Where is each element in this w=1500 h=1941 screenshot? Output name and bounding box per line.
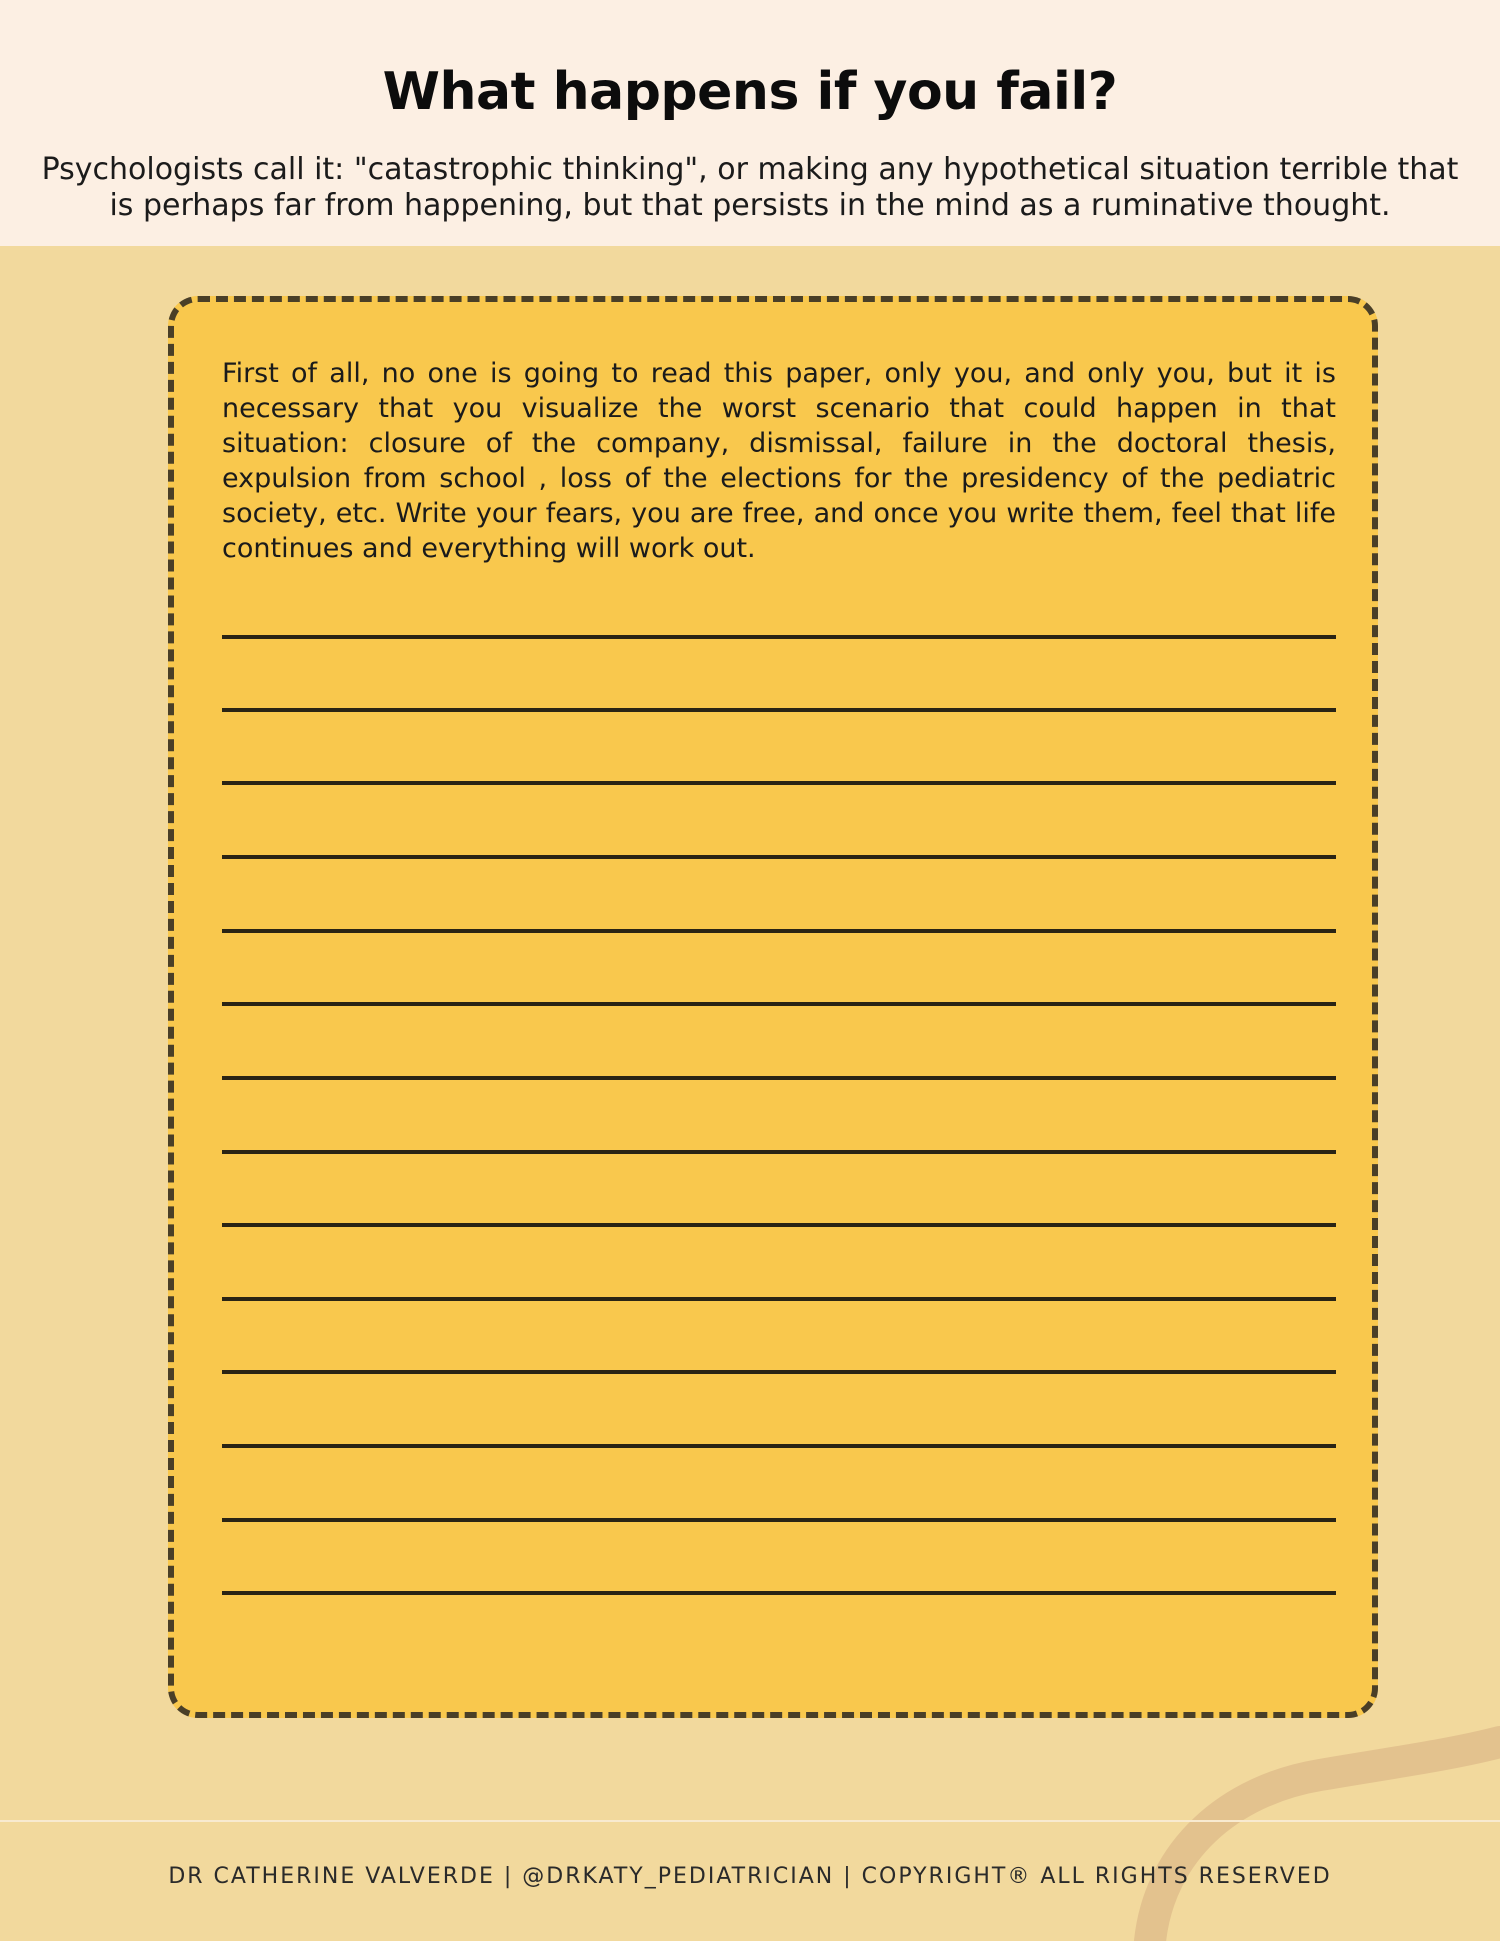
footer-credit: DR CATHERINE VALVERDE | @DRKATY_PEDIATRICIAN | COPYRIGHT® ALL RIGHTS RESERVED	[168, 1864, 1332, 1889]
writing-line[interactable]	[222, 1518, 1336, 1522]
writing-card	[168, 296, 1378, 1718]
writing-line[interactable]	[222, 1002, 1336, 1006]
page-title: What happens if you fail?	[382, 62, 1118, 122]
writing-line[interactable]	[222, 708, 1336, 712]
writing-line[interactable]	[222, 781, 1336, 785]
writing-line[interactable]	[222, 1150, 1336, 1154]
writing-line[interactable]	[222, 1076, 1336, 1080]
header-band	[0, 0, 1500, 246]
footer-divider	[0, 1820, 1500, 1822]
writing-line[interactable]	[222, 1591, 1336, 1595]
card-prompt: First of all, no one is going to read this paper, only you, and only you, but it is necessary that you visualize the worst scenario that could happen in that situation: closure of the company, dismissal, failure in the doctoral thesis, expulsion from school , loss of the elections for the presidency of the pediatric society, etc. Write your fears, you are free, and once you write them, feel that life continues and everything will work out.	[222, 358, 1336, 564]
writing-line[interactable]	[222, 1223, 1336, 1227]
writing-line[interactable]	[222, 855, 1336, 859]
writing-line[interactable]	[222, 1297, 1336, 1301]
writing-line[interactable]	[222, 1444, 1336, 1448]
writing-line[interactable]	[222, 1370, 1336, 1374]
writing-line[interactable]	[222, 635, 1336, 639]
intro-text: Psychologists call it: "catastrophic thinking", or making any hypothetical situation terrible that is perhaps far from happening, but that persists in the mind as a ruminative thought.	[41, 152, 1459, 223]
writing-line[interactable]	[222, 929, 1336, 933]
